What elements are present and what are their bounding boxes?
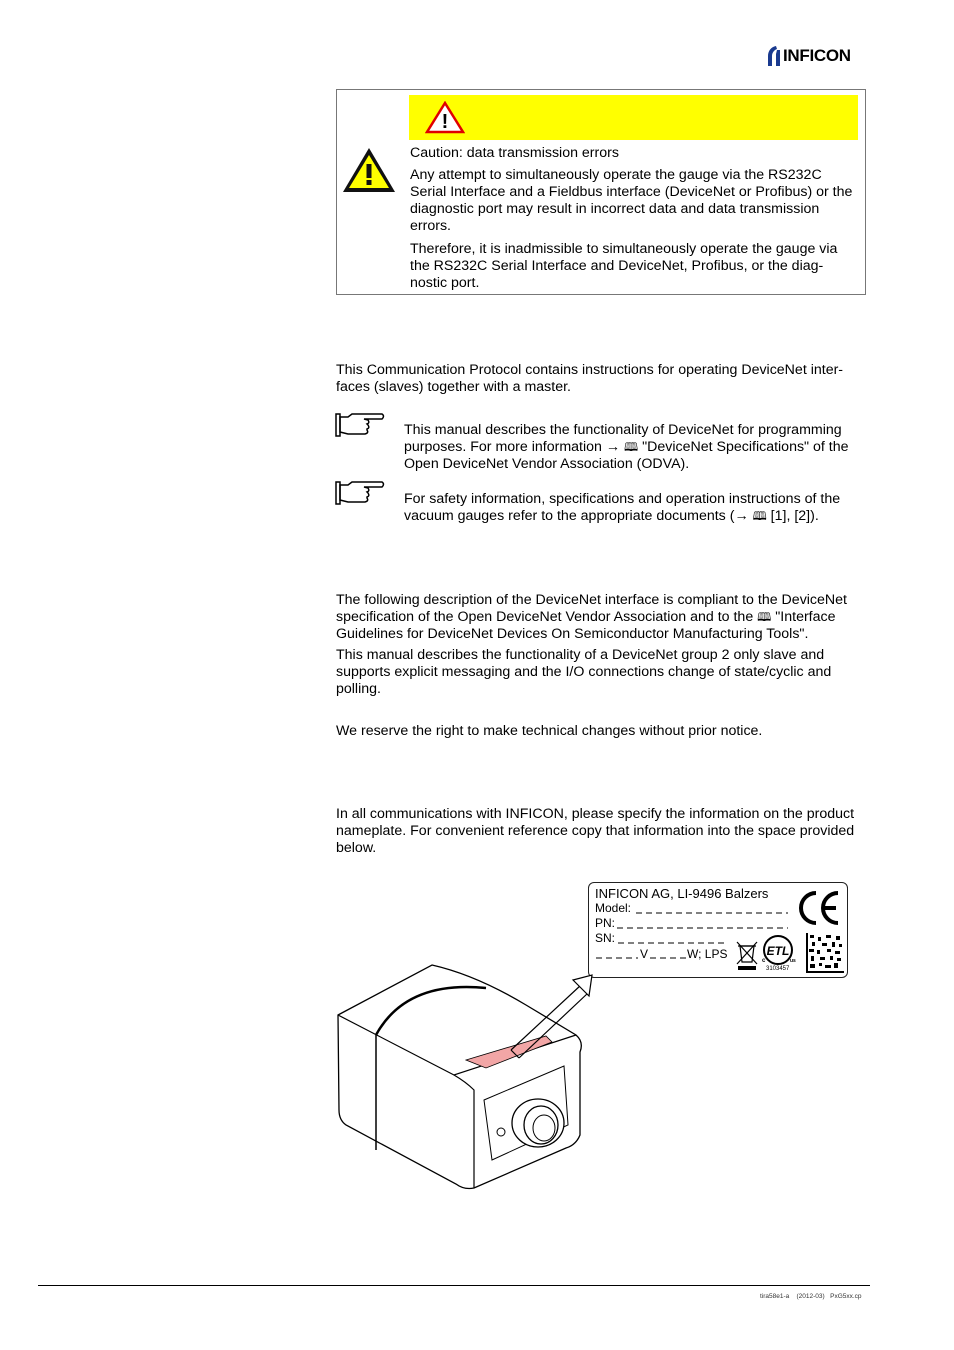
footer-file: PxG5xx.cp xyxy=(830,1293,862,1300)
inficon-logo-mark-icon xyxy=(767,45,781,67)
footer-info xyxy=(760,1293,862,1300)
nameplate-pn: PN: xyxy=(595,916,616,930)
warning-small-icon xyxy=(425,101,465,134)
note-1-text-pre: This manual describes the functionality of DeviceNet for programming purposes. For more information → xyxy=(404,422,842,455)
svg-text:!: ! xyxy=(441,111,449,133)
note-2-text-pre: For safety information, specifications and operation instructions of the vacuum gauges refer to the appropriate documents (→ xyxy=(404,491,841,524)
caution-text xyxy=(410,145,860,292)
warning-triangle-icon xyxy=(341,146,397,194)
datamatrix-code-icon xyxy=(806,933,844,973)
footer-rule xyxy=(38,1285,870,1286)
footer-date: (2012-03) xyxy=(796,1293,825,1300)
body-p1-pre: The following description of the DeviceNet interface is compliant to the DeviceNet specification of the Open DeviceNet Vendor Association and to the xyxy=(336,592,847,625)
pointing-hand-icon xyxy=(334,412,386,438)
book-icon: 🕮 xyxy=(752,509,767,523)
brand-name: INFICON xyxy=(783,46,851,65)
svg-text:ETL: ETL xyxy=(766,944,790,958)
weee-bin-icon xyxy=(735,940,759,970)
svg-text:us: us xyxy=(790,958,796,964)
gauge-illustration xyxy=(336,960,626,1190)
note-2-text-post: [1], [2]). xyxy=(766,508,819,524)
nameplate-power: W; LPS xyxy=(687,947,728,961)
book-icon: 🕮 xyxy=(757,610,772,624)
inficon-logo xyxy=(767,45,851,67)
caution-paragraph-1: Any attempt to simultaneously operate the gauge via the RS232C Serial Interface and a Fieldbus interface (DeviceNet or Profibus) or the diagnostic port may result in incorrect data and data transmission errors. xyxy=(410,167,853,234)
body-paragraph-2: This manual describes the functionality of a DeviceNet group 2 only slave and supports explicit messaging and the I/O connections change of state/cyclic and polling. xyxy=(336,647,832,697)
nameplate-voltage: V xyxy=(640,947,649,961)
footer-doc-id: tira58e1-a xyxy=(760,1293,790,1300)
caution-paragraph-2: Therefore, it is inadmissible to simultaneously operate the gauge via the RS232C Serial Interface and DeviceNet, Profibus, or the diag-nostic port. xyxy=(410,241,838,291)
note-2 xyxy=(404,491,862,525)
etl-listed-icon xyxy=(760,934,796,966)
ce-mark-icon xyxy=(794,885,844,930)
nameplate-model: Model: xyxy=(595,901,632,915)
book-icon: 🕮 xyxy=(624,440,639,454)
body-p1-post: "Interface Guidelines for DeviceNet Devices On Semiconductor Manufacturing Tools". xyxy=(336,609,836,642)
body-paragraph-1 xyxy=(336,592,862,643)
svg-text:c: c xyxy=(762,958,766,964)
body-paragraph-4: In all communications with INFICON, please specify the information on the product nameplate. For convenient reference copy that information into the space provided below. xyxy=(336,806,855,856)
nameplate-sn: SN: xyxy=(595,931,616,945)
note-1 xyxy=(404,422,862,473)
pointing-hand-icon xyxy=(334,480,386,506)
caution-header-bar xyxy=(409,95,858,140)
nameplate-company: INFICON AG, LI-9496 Balzers xyxy=(595,886,769,901)
body-paragraph-3: We reserve the right to make technical changes without prior notice. xyxy=(336,723,763,739)
caution-title: Caution: data transmission errors xyxy=(410,145,619,161)
note-1-text-post: "DeviceNet Specifications" of the Open DeviceNet Vendor Association (ODVA). xyxy=(404,439,849,472)
intro-paragraph: This Communication Protocol contains instructions for operating DeviceNet inter-faces (slaves) together with a master. xyxy=(336,362,844,395)
cert-number: 3103457 xyxy=(766,966,790,972)
